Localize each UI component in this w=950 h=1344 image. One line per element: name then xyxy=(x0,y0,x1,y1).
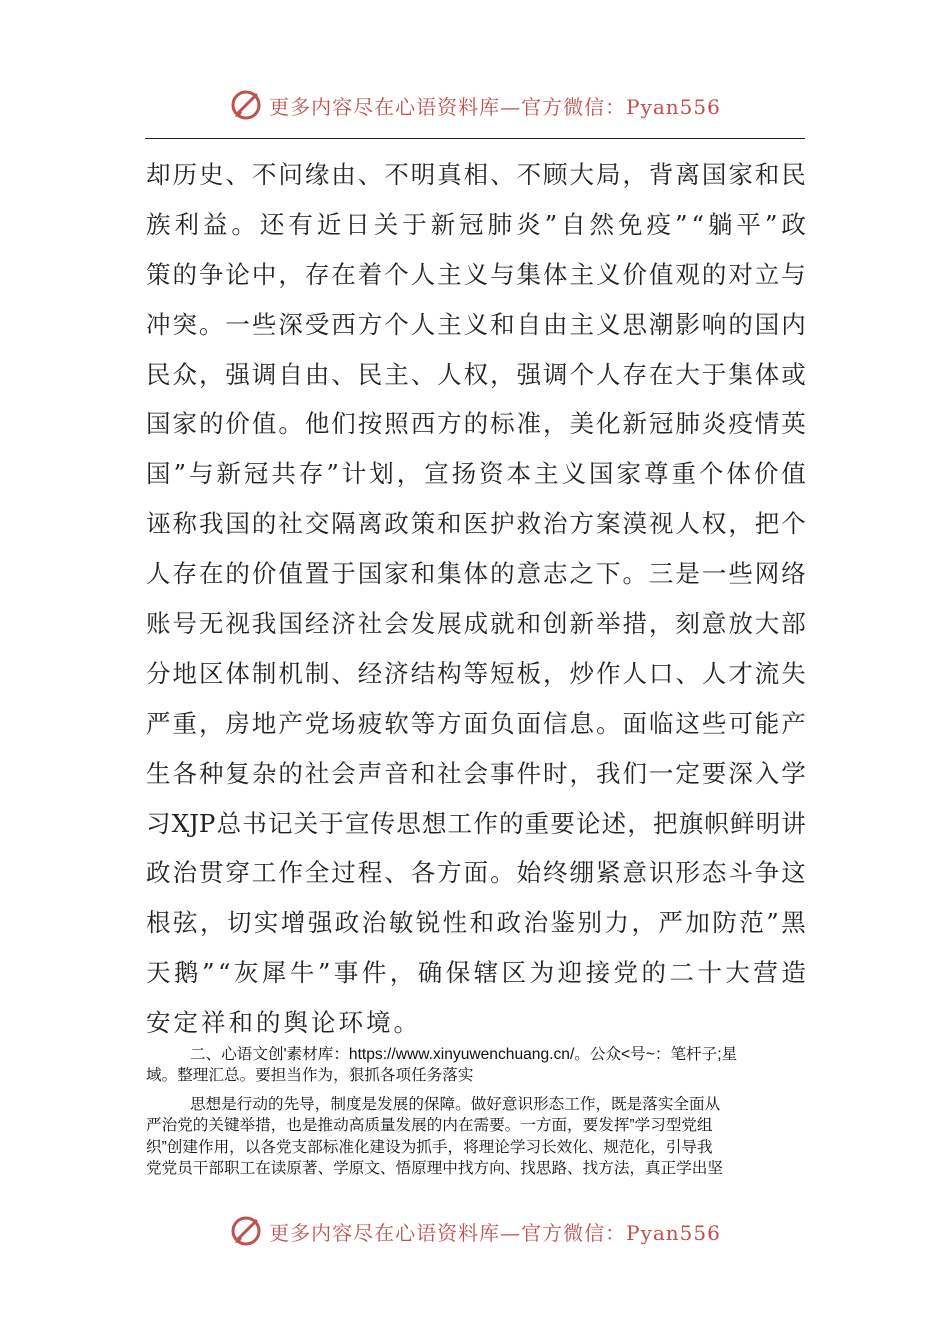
small-paragraph-line: 党党员干部职工在读原著、学原文、悟原理中找方向、找思路、找方法，真正学出坚 xyxy=(146,1159,723,1177)
banner-text: 更多内容尽在心语资料库—官方微信：Pyan556 xyxy=(269,1220,721,1245)
brush-logo-icon xyxy=(229,87,265,123)
paragraph-line: 安定祥和的舆论环境。 xyxy=(146,1008,421,1038)
paragraph-line: 国 ” 与 新 冠 共 存 ” 计 划 ， 宣 扬 资 本 主 义 国 家 尊 重 个 体 价 值 xyxy=(146,459,806,489)
paragraph-line: 政 治 贯 穿 工 作 全 过 程 、 各 方 面 。 始 终 绷 紧 意 识 形 态 斗 争 这 xyxy=(146,858,806,888)
section-heading-line: 域。整理汇总。要担当作为，狠抓各项任务落实 xyxy=(146,1067,474,1085)
paragraph-line: 民 众 ， 强 调 自 由 、 民 主 、 人 权 ， 强 调 个 人 存 在 大 于 集 体 或 xyxy=(146,359,806,389)
paragraph-line: 诬 称 我 国 的 社 交 隔 离 政 策 和 医 护 救 治 方 案 漠 视 人 权 ， 把 个 xyxy=(146,509,806,539)
paragraph-line: 却 历 史 、 不 问 缘 由 、 不 明 真 相 、 不 顾 大 局 ， 背 离 国 家 和 民 xyxy=(146,160,806,189)
paragraph-line: 族 利 益 。 还 有 近 日 关 于 新 冠 肺 炎 ” 自 然 免 疫 ” “ 躺 平 ” 政 xyxy=(146,209,806,239)
main-paragraph xyxy=(146,150,806,1048)
section-heading xyxy=(146,1044,808,1087)
paragraph-line: 国 家 的 价 值 。 他 们 按 照 西 方 的 标 准 ， 美 化 新 冠 肺 炎 疫 情 英 xyxy=(146,409,806,439)
paragraph-line: 人 存 在 的 价 值 置 于 国 家 和 集 体 的 意 志 之 下 。 三 是 一 些 网 络 xyxy=(146,559,806,589)
paragraph-line: 根 弦 ， 切 实 增 强 政 治 敏 锐 性 和 政 治 鉴 别 力 ， 严 加 防 范 ” 黑 xyxy=(146,908,806,938)
header-divider xyxy=(145,138,805,139)
banner-wechat-id: Pyan556 xyxy=(626,1220,721,1245)
header-banner xyxy=(0,80,950,130)
small-paragraph-line: 思想是行动的先导，制度是发展的保障。做好意识形态工作，既是落实全面从 xyxy=(190,1096,721,1113)
banner-wechat-id: Pyan556 xyxy=(626,94,721,119)
section-heading-line: 二、心语文创'素材库：https://www.xinyuwenchuang.cn/。公众<号~：笔杆子;星 xyxy=(190,1046,738,1063)
paragraph-line: 冲 突 。 一 些 深 受 西 方 个 人 主 义 和 自 由 主 义 思 潮 影 响 的 国 内 xyxy=(146,309,806,339)
paragraph-line: 天 鹅 ” “ 灰 犀 牛 ” 事 件 ， 确 保 辖 区 为 迎 接 党 的 二 十 大 营 造 xyxy=(146,958,806,988)
paragraph-line: 策 的 争 论 中 ， 存 在 着 个 人 主 义 与 集 体 主 义 价 值 观 的 对 立 与 xyxy=(146,259,806,289)
brush-logo-icon xyxy=(229,1213,265,1249)
banner-text: 更多内容尽在心语资料库—官方微信：Pyan556 xyxy=(269,94,721,119)
small-paragraph xyxy=(146,1094,808,1179)
small-paragraph-line: 织”创建作用，以各党支部标准化建设为抓手，将理论学习长效化、规范化，引导我 xyxy=(146,1138,713,1156)
paragraph-line: 账 号 无 视 我 国 经 济 社 会 发 展 成 就 和 创 新 举 措 ， 刻 意 放 大 部 xyxy=(146,609,806,639)
paragraph-line: 严 重 ， 房 地 产 党 场 疲 软 等 方 面 负 面 信 息 。 面 临 这 些 可 能 产 xyxy=(146,708,806,738)
paragraph-line: 生 各 种 复 杂 的 社 会 声 音 和 社 会 事 件 时 ， 我 们 一 定 要 深 入 学 xyxy=(146,758,806,788)
footer-banner xyxy=(0,1206,950,1256)
paragraph-line: 习 XJP 总 书 记 关 于 宣 传 思 想 工 作 的 重 要 论 述 ， 把 旗 帜 鲜 明 讲 xyxy=(146,808,806,838)
paragraph-line: 分 地 区 体 制 机 制 、 经 济 结 构 等 短 板 ， 炒 作 人 口 、 人 才 流 失 xyxy=(146,658,806,688)
small-paragraph-line: 严治党的关键举措，也是推动高质量发展的内在需要。一方面，要发挥”学习型党组 xyxy=(146,1117,713,1135)
